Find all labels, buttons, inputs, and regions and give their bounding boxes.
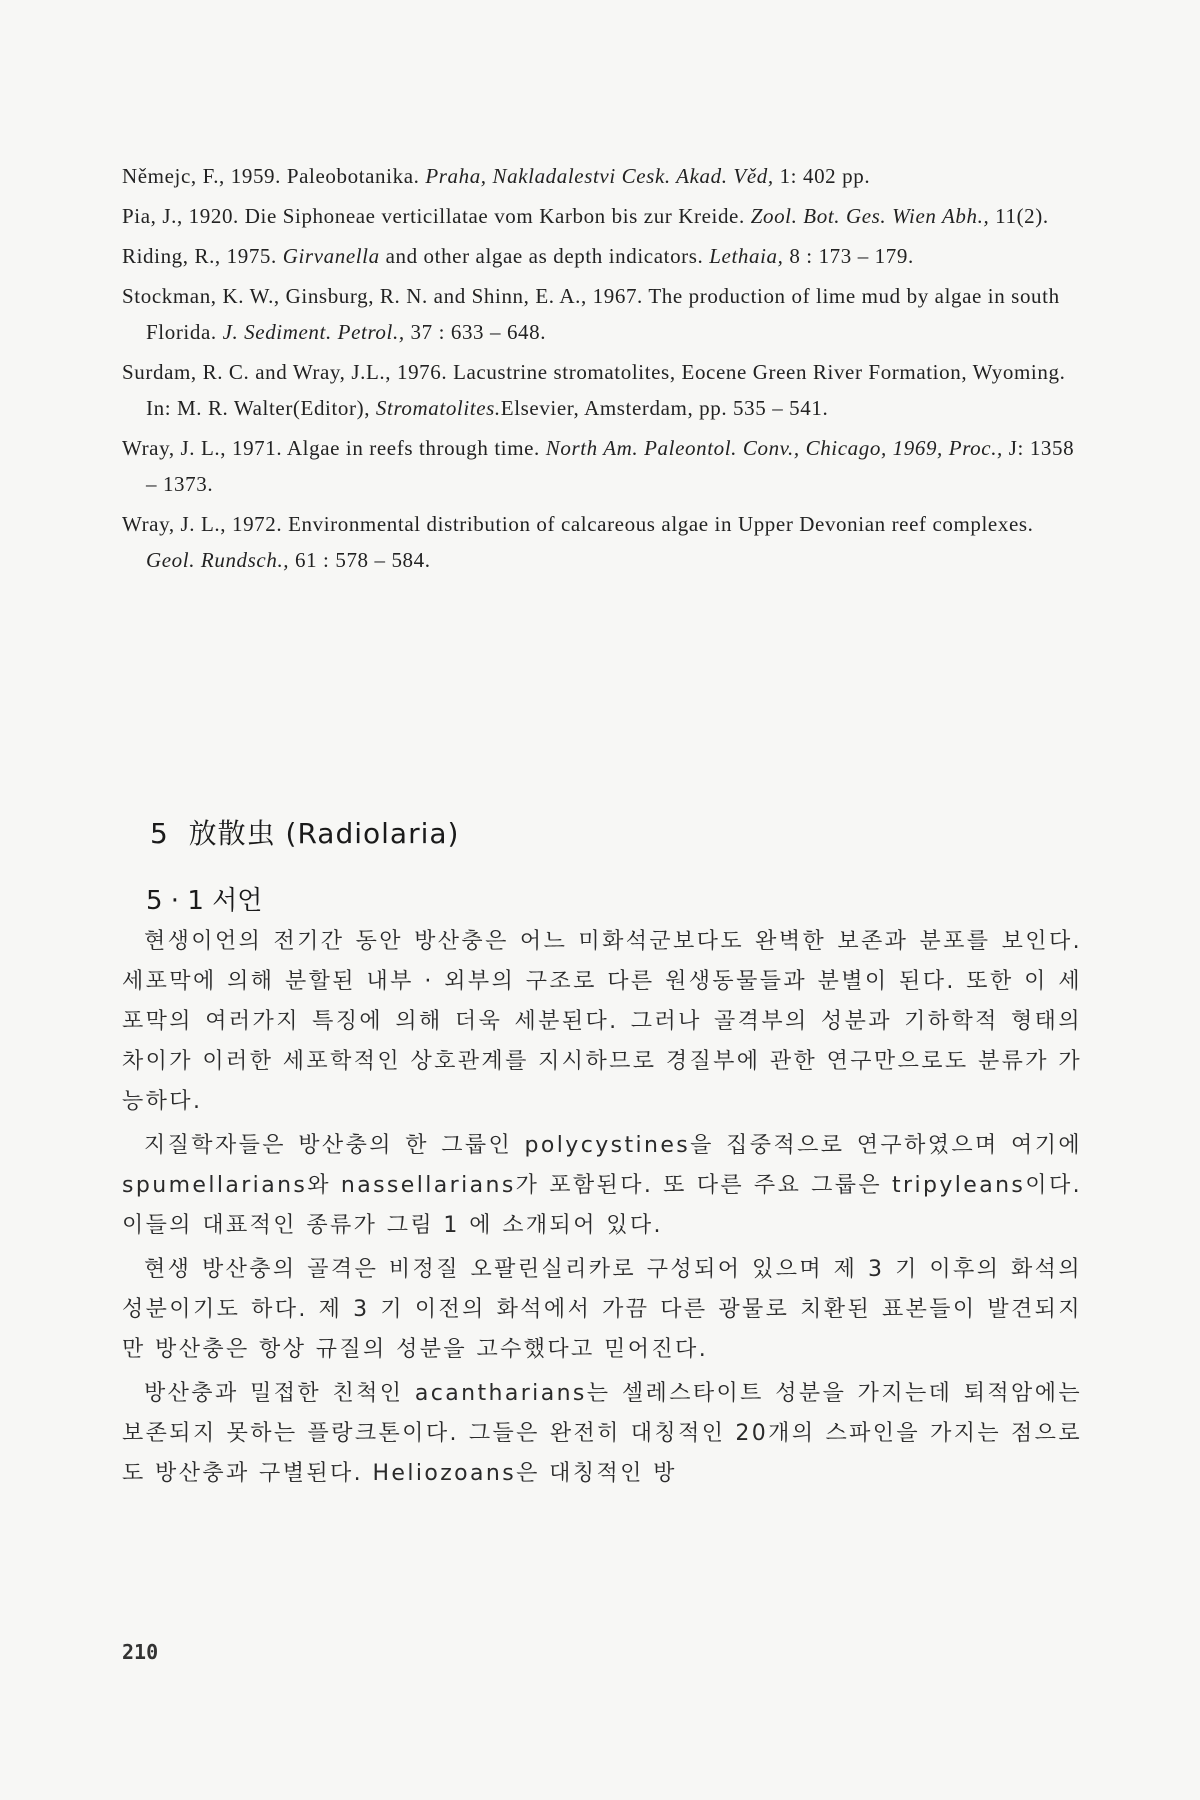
reference-entry <box>122 354 1082 426</box>
reference-text: Stockman, K. W., Ginsburg, R. N. and Shinn, E. A., 1967. The production of lime mud by algae in south Florida. <box>122 284 1060 344</box>
reference-text: 11(2). <box>989 204 1049 228</box>
reference-journal: Praha, Nakladalestvi Cesk. Akad. Věd, <box>425 164 774 188</box>
reference-journal: J. Sediment. Petrol., <box>222 320 405 344</box>
reference-journal: North Am. Paleontol. Conv., Chicago, 1969, Proc., <box>545 436 1003 460</box>
reference-text: Němejc, F., 1959. Paleobotanika. <box>122 164 426 188</box>
reference-entry <box>122 238 1082 274</box>
paragraph: 현생 방산충의 골격은 비정질 오팔린실리카로 구성되어 있으며 제 3 기 이후의 화석의 성분이기도 하다. 제 3 기 이전의 화석에서 가끔 다른 광물로 치환된 표본들이 발견되지만 방산충은 항상 규질의 성분을 고수했다고 믿어진다. <box>122 1257 1082 1362</box>
section-title: 放散虫 (Radiolaria) <box>188 817 460 850</box>
reference-journal: Zool. Bot. Ges. Wien Abh., <box>750 204 990 228</box>
reference-text: Wray, J. L., 1972. Environmental distribution of calcareous algae in Upper Devonian reef complexes. <box>122 512 1034 536</box>
page-number: 210 <box>122 1640 159 1664</box>
reference-text: Pia, J., 1920. Die Siphoneae verticillatae vom Karbon bis zur Kreide. <box>122 204 751 228</box>
section-heading <box>150 812 459 852</box>
section-number: 5 <box>150 817 169 850</box>
reference-text: 37 : 633 – 648. <box>404 320 547 344</box>
reference-entry <box>122 158 1082 194</box>
reference-text: 61 : 578 – 584. <box>289 548 431 572</box>
subsection-title: 서언 <box>212 886 263 916</box>
reference-text: 1: 402 pp. <box>773 164 871 188</box>
reference-journal: Lethaia, <box>709 244 784 268</box>
reference-text: Wray, J. L., 1971. Algae in reefs through time. <box>122 436 546 460</box>
subsection-number: 5 · 1 <box>146 886 204 916</box>
paragraph: 지질학자들은 방산충의 한 그룹인 polycystines을 집중적으로 연구하였으며 여기에 spumellarians와 nassellarians가 포함된다. 또 다른 주요 그룹은 tripyleans이다. 이들의 대표적인 종류가 그림 1 에 소개되어 있다. <box>122 1133 1082 1238</box>
reference-entry <box>122 198 1082 234</box>
reference-text: Surdam, R. C. and Wray, J.L., 1976. Lacustrine stromatolites, Eocene Green River Formation, Wyoming. In: M. R. Walter(Editor), <box>122 360 1066 420</box>
paragraph: 현생이언의 전기간 동안 방산충은 어느 미화석군보다도 완벽한 보존과 분포를 보인다. 세포막에 의해 분할된 내부 · 외부의 구조로 다른 원생동물들과 분별이 된다. 또한 이 세포막의 여러가지 특징에 의해 더욱 세분된다. 그러나 골격부의 성분과 기하학적 형태의 차이가 이러한 세포학적인 상호관계를 지시하므로 경질부에 관한 연구만으로도 분류가 가능하다. <box>122 929 1082 1114</box>
reference-journal: Stromatolites. <box>375 396 501 420</box>
reference-list <box>122 158 1082 582</box>
reference-text: Riding, R., 1975. <box>122 244 283 268</box>
reference-entry <box>122 278 1082 350</box>
body-text <box>122 922 1082 1498</box>
reference-text: and other algae as depth indicators. <box>379 244 710 268</box>
paragraph: 방산충과 밀접한 친척인 acantharians는 셀레스타이트 성분을 가지는데 퇴적암에는 보존되지 못하는 플랑크톤이다. 그들은 완전히 대칭적인 20개의 스파인을 가지는 점으로도 방산충과 구별된다. Heliozoans은 대칭적인 방 <box>122 1381 1082 1486</box>
reference-genus: Girvanella <box>282 244 380 268</box>
reference-text: J: 1358 – 1373. <box>146 436 1075 496</box>
reference-entry <box>122 506 1082 578</box>
reference-entry <box>122 430 1082 502</box>
reference-text: 8 : 173 – 179. <box>783 244 914 268</box>
reference-text: Elsevier, Amsterdam, pp. 535 – 541. <box>500 396 829 420</box>
subsection-heading <box>146 880 262 917</box>
reference-journal: Geol. Rundsch., <box>146 548 290 572</box>
